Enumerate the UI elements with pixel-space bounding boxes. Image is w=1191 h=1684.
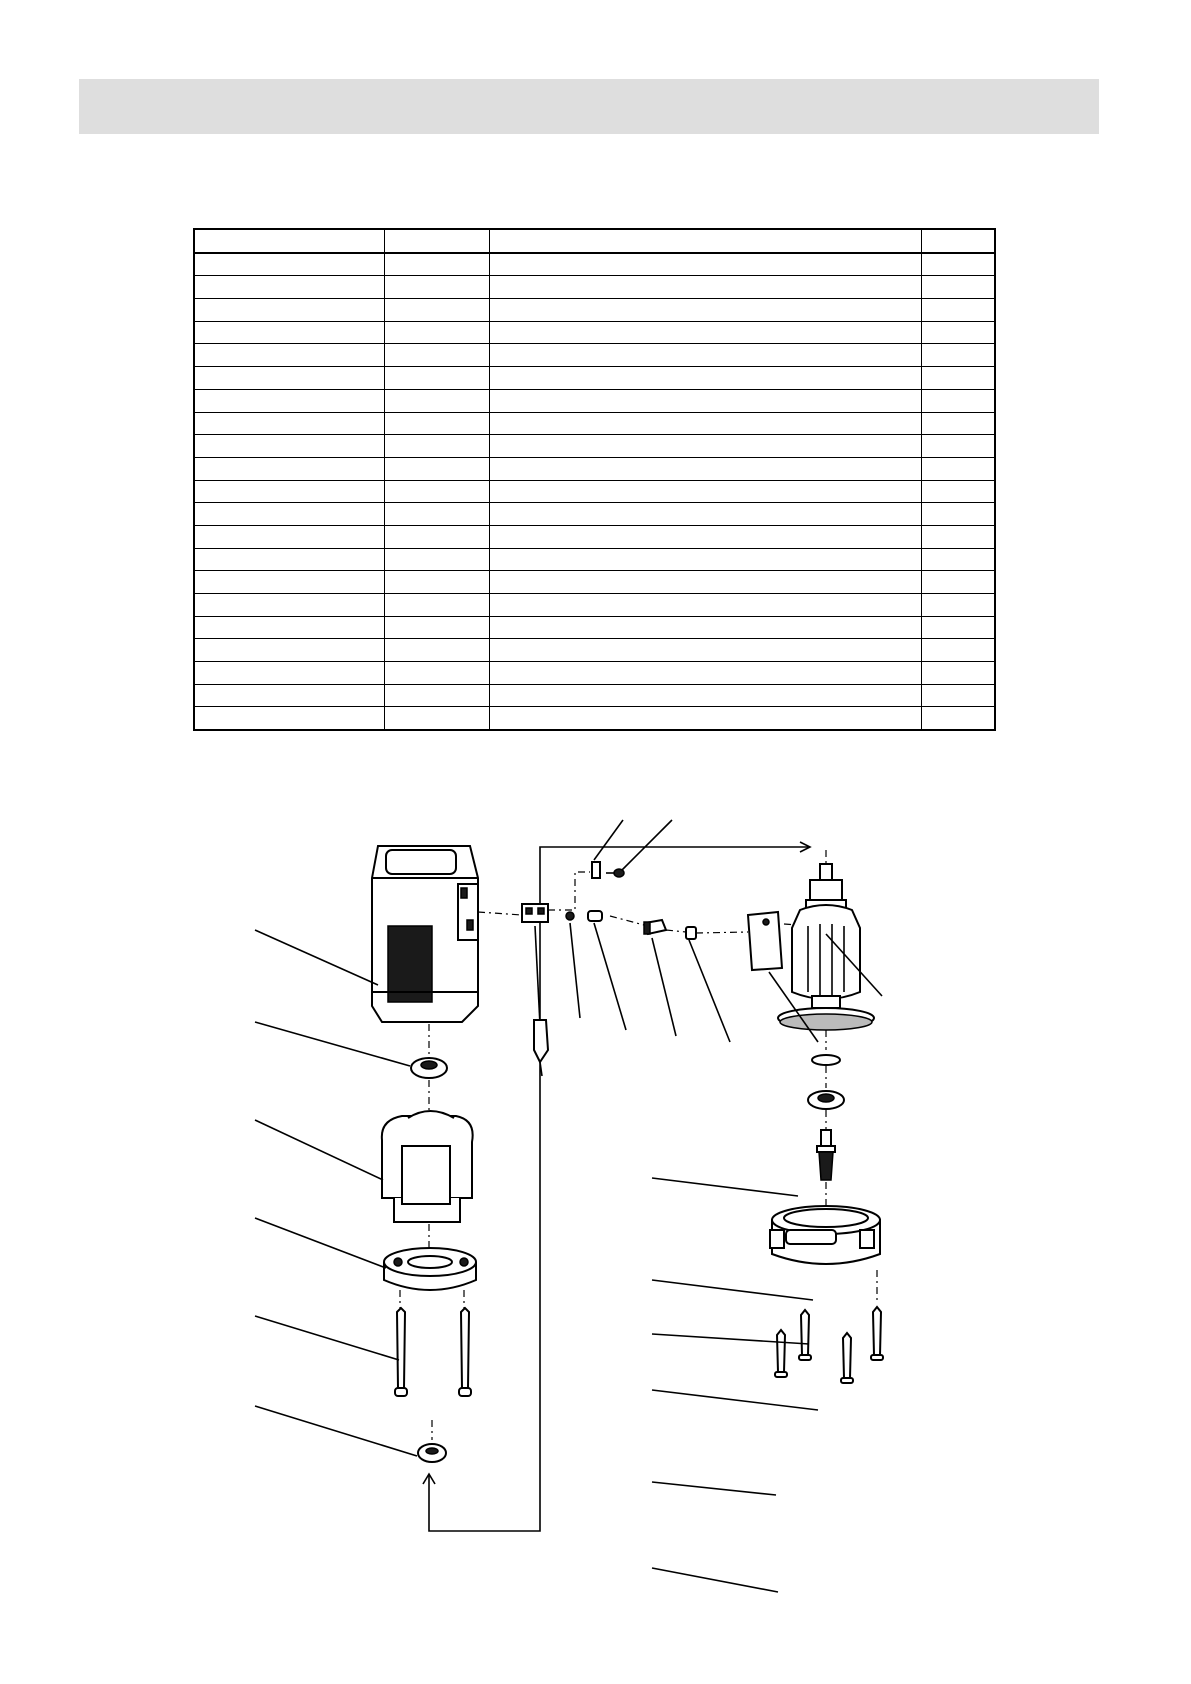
spring (588, 911, 602, 921)
table-cell (384, 457, 489, 480)
table-cell (921, 412, 995, 435)
bearing-plate (384, 1248, 476, 1290)
ball-bearing (808, 1091, 844, 1109)
table-row (194, 707, 995, 730)
table-cell (384, 253, 489, 276)
field-stator (382, 1111, 473, 1222)
table-row (194, 548, 995, 571)
cover-plate (748, 912, 782, 970)
table-row (194, 503, 995, 526)
parts-table (193, 228, 996, 731)
table-cell (384, 299, 489, 322)
table-cell (921, 435, 995, 458)
table-row (194, 639, 995, 662)
table-cell (194, 594, 384, 617)
table-cell (194, 480, 384, 503)
table-cell (921, 344, 995, 367)
table-row (194, 480, 995, 503)
table-cell (489, 276, 921, 299)
lead-terminal (534, 926, 548, 1076)
table-cell (921, 389, 995, 412)
washer (812, 1055, 840, 1065)
table-cell (489, 639, 921, 662)
screw-small (606, 869, 624, 877)
table-cell (921, 662, 995, 685)
table-cell (489, 503, 921, 526)
table-cell (489, 299, 921, 322)
table-cell (489, 253, 921, 276)
table-cell (921, 253, 995, 276)
table-cell (384, 276, 489, 299)
table-cell (921, 548, 995, 571)
table-cell (921, 639, 995, 662)
table-cell (384, 662, 489, 685)
table-row (194, 389, 995, 412)
table-cell (194, 276, 384, 299)
spindle-pinion (817, 1130, 835, 1180)
header-cell (384, 229, 489, 253)
brush-holder (644, 920, 666, 934)
header-cell (921, 229, 995, 253)
table-cell (384, 321, 489, 344)
table-cell (921, 503, 995, 526)
table-cell (489, 457, 921, 480)
table-cell (384, 594, 489, 617)
table-row (194, 412, 995, 435)
table-cell (384, 684, 489, 707)
table-cell (384, 367, 489, 390)
table-cell (489, 321, 921, 344)
table-cell (384, 548, 489, 571)
table-cell (489, 571, 921, 594)
table-cell (384, 571, 489, 594)
lever-pin (566, 912, 574, 920)
table-row (194, 321, 995, 344)
table-cell (489, 389, 921, 412)
table-cell (194, 684, 384, 707)
table-cell (921, 299, 995, 322)
switch (522, 904, 548, 922)
table-cell (194, 389, 384, 412)
table-cell (921, 525, 995, 548)
table-cell (194, 525, 384, 548)
table-header-row (194, 229, 995, 253)
table-cell (489, 525, 921, 548)
table-cell (921, 367, 995, 390)
clip (548, 862, 600, 910)
table-cell (194, 412, 384, 435)
table-cell (384, 435, 489, 458)
table-cell (194, 435, 384, 458)
table-cell (921, 321, 995, 344)
table-cell (384, 389, 489, 412)
carbon-brush (686, 927, 696, 939)
header-cell (489, 229, 921, 253)
table-row (194, 616, 995, 639)
table-row (194, 662, 995, 685)
table-row (194, 571, 995, 594)
table-cell (194, 707, 384, 730)
table-cell (489, 548, 921, 571)
table-cell (921, 594, 995, 617)
table-cell (384, 707, 489, 730)
table-cell (384, 639, 489, 662)
table-cell (384, 503, 489, 526)
table-cell (489, 367, 921, 390)
header-title (79, 79, 1099, 111)
table-cell (194, 299, 384, 322)
table-cell (921, 616, 995, 639)
leader-lines (255, 820, 882, 1592)
table-cell (921, 684, 995, 707)
table-cell (384, 525, 489, 548)
table-cell (489, 480, 921, 503)
table-cell (194, 639, 384, 662)
table-cell (194, 662, 384, 685)
table-cell (194, 344, 384, 367)
table-cell (194, 457, 384, 480)
table-cell (384, 616, 489, 639)
bearing-bottom (418, 1444, 446, 1462)
table-cell (489, 616, 921, 639)
table-row (194, 344, 995, 367)
table-cell (384, 344, 489, 367)
gear-housing (770, 1206, 880, 1264)
table-row (194, 253, 995, 276)
table-cell (921, 457, 995, 480)
housing-screws (775, 1270, 883, 1383)
table-cell (921, 707, 995, 730)
table-cell (194, 503, 384, 526)
table-cell (921, 480, 995, 503)
table-cell (194, 321, 384, 344)
table-cell (489, 662, 921, 685)
table-row (194, 435, 995, 458)
table-row (194, 594, 995, 617)
table-row (194, 525, 995, 548)
table-row (194, 367, 995, 390)
table-cell (194, 367, 384, 390)
table-cell (194, 253, 384, 276)
table-cell (489, 435, 921, 458)
motor-housing (372, 846, 478, 1022)
header-bar (79, 79, 1099, 134)
table-cell (489, 344, 921, 367)
table-row (194, 684, 995, 707)
table-row (194, 457, 995, 480)
table-cell (921, 571, 995, 594)
long-screws (395, 1290, 471, 1396)
table-row (194, 276, 995, 299)
table-row (194, 299, 995, 322)
table-cell (489, 594, 921, 617)
table-cell (194, 616, 384, 639)
table-cell (384, 480, 489, 503)
table-cell (489, 707, 921, 730)
table-cell (194, 548, 384, 571)
table-cell (921, 276, 995, 299)
table-cell (384, 412, 489, 435)
table-cell (194, 571, 384, 594)
table-cell (489, 684, 921, 707)
header-cell (194, 229, 384, 253)
table-cell (489, 412, 921, 435)
bearing-top (411, 1058, 447, 1078)
exploded-parts-diagram (0, 760, 1191, 1684)
